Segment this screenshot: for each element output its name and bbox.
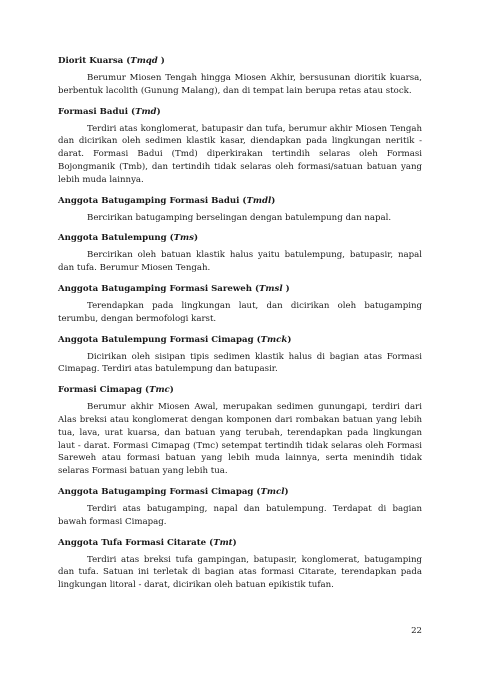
heading-code: Tmck <box>260 334 288 345</box>
section-paragraph: Bercirikan oleh batuan klastik halus yaitu batulempung, batupasir, napal dan tufa. Berumur Miosen Tengah. <box>58 250 422 274</box>
section-paragraph: Terdiri atas breksi tufa gampingan, batupasir, konglomerat, batugamping dan tufa. Satuan ini terletak di bagian atas formasi Citarate, terendapkan pada lingkungan litoral - darat, dicirikan oleh batuan epikistik tufan. <box>58 554 422 591</box>
heading-close: ) <box>232 537 237 548</box>
section-heading <box>58 538 422 549</box>
section-paragraph: Berumur Miosen Tengah hingga Miosen Akhir, bersusunan dioritik kuarsa, berbentuk lacolith (Gunung Malang), dan di tempat lain berupa retas atau stock. <box>58 73 422 96</box>
section-paragraph: Terdiri atas konglomerat, batupasir dan tufa, berumur akhir Miosen Tengah dan dicirikan oleh sedimen klastik kasar, diendapkan pada lingkungan neritik - darat. Formasi Badui (Tmd) diperkirakan tertindih selaras oleh Formasi Bojongmanik (Tmb), dan tertindih tidak selaras oleh formasi/satuan batuan yang lebih muda lainnya. <box>58 123 422 185</box>
section-heading <box>58 335 422 346</box>
section-paragraph: Dicirikan oleh sisipan tipis sedimen klastik halus di bagian atas Formasi Cimapag. Terdiri atas batulempung dan batupasir. <box>58 351 422 375</box>
section-paragraph: Terdiri atas batugamping, napal dan batulempung. Terdapat di bagian bawah formasi Cimapag. <box>58 503 422 527</box>
section-heading <box>58 196 422 207</box>
heading-close: ) <box>193 233 199 244</box>
heading-code: Tmdl <box>246 195 272 206</box>
section-heading <box>58 56 422 67</box>
heading-close: ) <box>169 385 174 396</box>
section-paragraph: Bercirikan batugamping berselingan dengan batulempung dan napal. <box>87 212 392 223</box>
section-formasi-badui <box>58 107 422 187</box>
heading-code: Tms <box>173 233 194 244</box>
heading-close: ) <box>156 106 161 117</box>
heading-code: Tmsl <box>259 283 283 294</box>
heading-code: Tmqd <box>130 56 158 66</box>
heading-text: Anggota Batulempung Formasi Cimapag ( <box>58 334 261 345</box>
heading-close: ) <box>284 486 289 497</box>
section-anggota-tufa-citarate <box>58 538 422 592</box>
heading-code: Tmc <box>149 385 170 396</box>
heading-text: Formasi Badui ( <box>58 106 136 117</box>
section-paragraph: Terendapkan pada lingkungan laut, dan dicirikan oleh batugamping terumbu, dengan bermofologi karst. <box>58 300 422 324</box>
heading-close: ) <box>271 195 276 206</box>
heading-text: Anggota Batugamping Formasi Cimapag ( <box>58 486 261 497</box>
heading-text: Anggota Batugamping Formasi Badui ( <box>58 195 247 206</box>
heading-code: Tmt <box>213 537 233 548</box>
section-diorit-kuarsa <box>58 56 422 98</box>
heading-text: Anggota Batugamping Formasi Sareweh ( <box>58 283 260 294</box>
section-heading <box>58 487 422 498</box>
section-anggota-batugamping-sareweh <box>58 284 422 326</box>
section-heading <box>58 107 422 118</box>
section-anggota-batulempung-cimapag <box>58 335 422 377</box>
section-anggota-batugamping-badui <box>58 196 422 225</box>
heading-close: ) <box>287 334 292 345</box>
heading-text: Diorit Kuarsa ( <box>58 56 131 66</box>
heading-code: Tmd <box>135 106 157 117</box>
section-heading <box>58 233 422 244</box>
section-formasi-cimapag <box>58 385 422 478</box>
heading-code: Tmcl <box>260 486 285 497</box>
document-body <box>58 56 422 592</box>
heading-text: Anggota Batulempung ( <box>58 233 174 244</box>
section-heading <box>58 385 422 396</box>
section-paragraph: Berumur akhir Miosen Awal, merupakan sedimen gunungapi, terdiri dari Alas breksi atau konglomerat dengan komponen dari rombakan batuan yang lebih tua, lava, urat kuarsa, dan batuan yang terubah, terendapkan pada lingkungan laut - darat. Formasi Cimapag (Tmc) setempat tertindih tidak selaras oleh Formasi Sareweh atau formasi batuan yang lebih muda lainnya, serta menindih tidak selaras Formasi batuan yang lebih tua. <box>58 402 422 477</box>
page-number: 22 <box>411 626 422 636</box>
heading-text: Anggota Tufa Formasi Citarate ( <box>58 537 214 548</box>
section-anggota-batulempung <box>58 233 422 275</box>
section-anggota-batugamping-cimapag <box>58 487 422 529</box>
heading-close: ) <box>282 283 290 294</box>
heading-text: Formasi Cimapag ( <box>58 385 150 396</box>
section-heading <box>58 284 422 295</box>
heading-close: ) <box>157 56 165 66</box>
